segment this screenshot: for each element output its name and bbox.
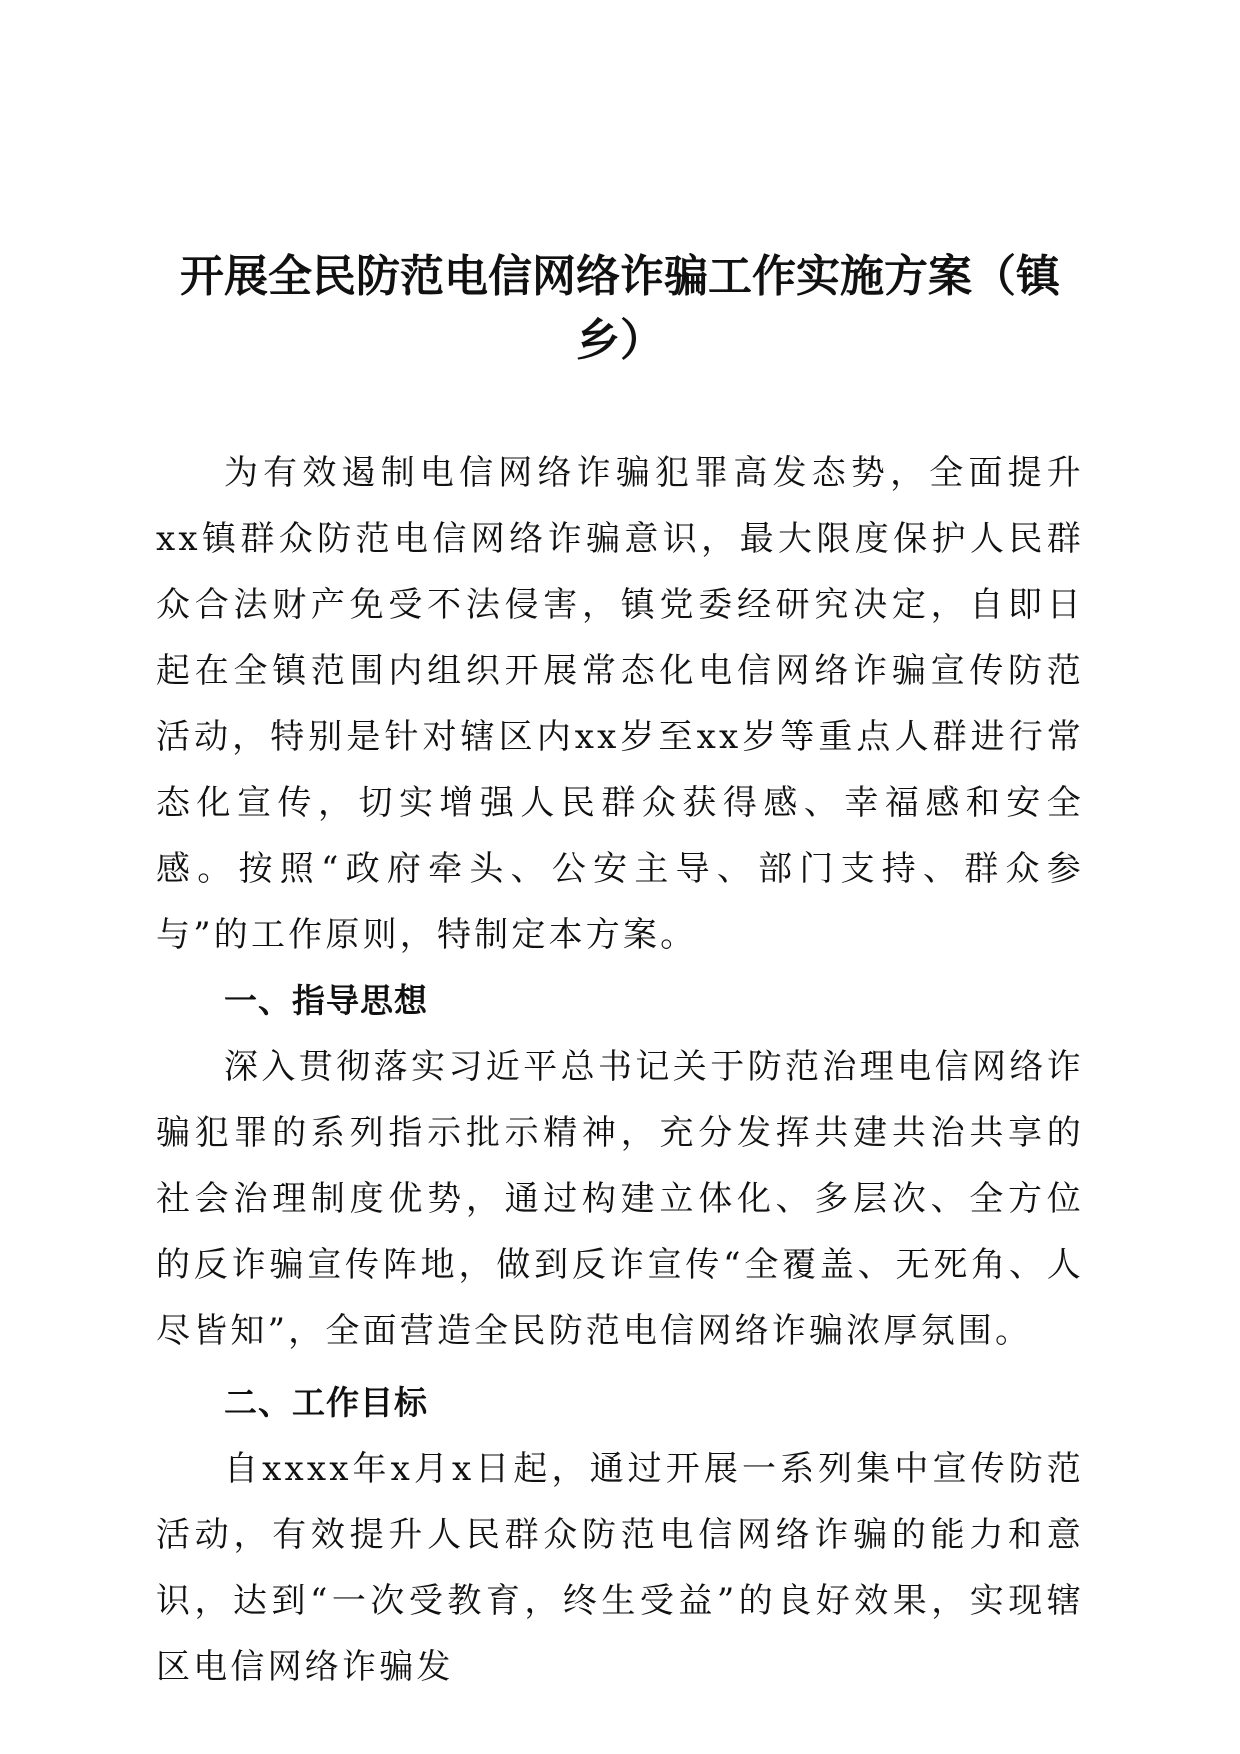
document-title-line-1: 开展全民防范电信网络诈骗工作实施方案（镇 <box>180 251 1060 302</box>
document-title-line-2: 乡） <box>576 315 664 366</box>
section-heading-work-goals: 二、工作目标 <box>224 1383 428 1422</box>
section-heading-guiding-thought: 一、指导思想 <box>224 981 428 1020</box>
work-goals-paragraph: 自xxxx年x月x日起，通过开展一系列集中宣传防范活动，有效提升人民群众防范电信网络诈骗的能力和意识，达到“一次受教育，终生受益”的良好效果，实现辖区电信网络诈骗发 <box>156 1449 1084 1687</box>
document-title <box>150 245 1090 373</box>
intro-paragraph: 为有效遏制电信网络诈骗犯罪高发态势，全面提升xx镇群众防范电信网络诈骗意识，最大限度保护人民群众合法财产免受不法侵害，镇党委经研究决定，自即日起在全镇范围内组织开展常态化电信网络诈骗宣传防范活动，特别是针对辖区内xx岁至xx岁等重点人群进行常态化宣传，切实增强人民群众获得感、幸福感和安全感。按照“政府牵头、公安主导、部门支持、群众参与”的工作原则，特制定本方案。 <box>156 453 1084 955</box>
document-body <box>156 440 1084 1700</box>
guiding-thought-paragraph: 深入贯彻落实习近平总书记关于防范治理电信网络诈骗犯罪的系列指示批示精神，充分发挥共建共治共享的社会治理制度优势，通过构建立体化、多层次、全方位的反诈骗宣传阵地，做到反诈宣传“全覆盖、无死角、人尽皆知”，全面营造全民防范电信网络诈骗浓厚氛围。 <box>156 1047 1084 1351</box>
